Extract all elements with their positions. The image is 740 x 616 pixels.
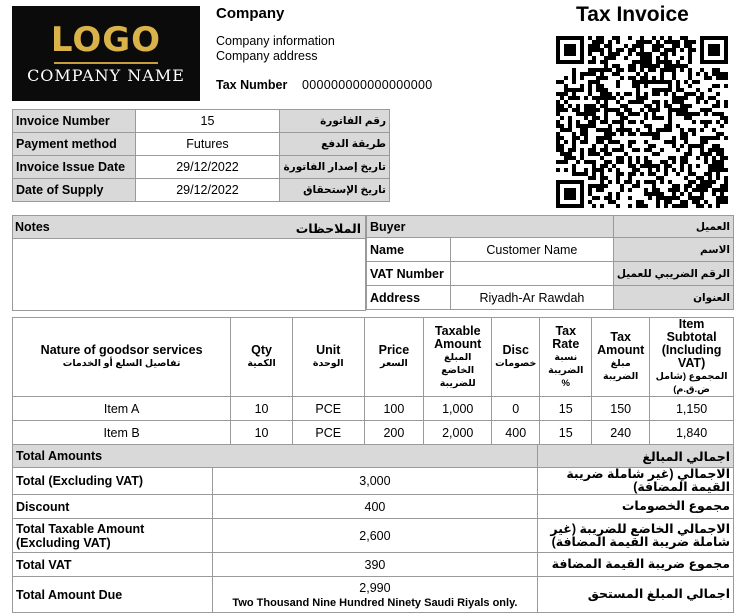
items-header-row [13, 318, 734, 397]
items-cell: Item A [13, 397, 231, 421]
invoice-info-rows [13, 110, 390, 202]
items-row [13, 397, 734, 421]
items-cell: 15 [540, 421, 592, 445]
totals-amount: 390 [364, 557, 386, 572]
column-header-en: Tax Rate [552, 323, 580, 351]
items-cell: 10 [231, 421, 293, 445]
items-cell: 200 [364, 421, 424, 445]
buyer-label-ar: العميل [613, 216, 733, 238]
totals-label-ar: اجمالي المبالغ [538, 445, 734, 468]
column-header-ar: مبلغ الضريبة [603, 358, 639, 382]
totals-label: Total VAT [13, 553, 213, 577]
totals-row [13, 519, 734, 553]
totals-value [212, 577, 538, 613]
buyer-row [367, 286, 734, 310]
items-column-header [13, 318, 231, 397]
totals-value [212, 495, 538, 519]
items-cell: 0 [492, 397, 540, 421]
column-header-ar: الكمية [247, 358, 276, 369]
invoice-info-row [13, 110, 390, 133]
column-header-en: Price [378, 343, 410, 357]
items-cell: Item B [13, 421, 231, 445]
items-rows [13, 397, 734, 445]
totals-row [13, 495, 734, 519]
items-cell: 100 [364, 397, 424, 421]
items-column-header [364, 318, 424, 397]
invoice-info-label-ar: رقم الفاتورة [280, 110, 390, 133]
invoice-info-table [12, 109, 390, 202]
items-cell: PCE [292, 397, 364, 421]
invoice-info-value: 29/12/2022 [135, 179, 280, 202]
totals-table [12, 444, 734, 613]
items-cell: 150 [592, 397, 650, 421]
column-header-ar: الوحدة [312, 358, 344, 369]
items-cell: 2,000 [424, 421, 492, 445]
buyer-row [367, 262, 734, 286]
tax-number-value: 000000000000000000 [302, 78, 433, 92]
totals-row [13, 577, 734, 613]
invoice-info-row [13, 133, 390, 156]
buyer-field-label-ar: الاسم [613, 238, 733, 262]
amount-in-words: Two Thousand Nine Hundred Ninety Saudi Riyals only. [232, 596, 518, 609]
totals-row [13, 468, 734, 495]
totals-amount: 2,600 [359, 528, 391, 543]
items-cell: 400 [492, 421, 540, 445]
buyer-table [366, 215, 734, 310]
column-header-en: Unit [316, 343, 341, 357]
column-header-en: Taxable Amount [434, 323, 482, 351]
column-header-en: Disc [502, 343, 529, 357]
buyer-field-value [450, 262, 613, 286]
company-logo [12, 6, 200, 101]
logo-text: LOGO [50, 20, 162, 60]
buyer-header [367, 216, 734, 238]
notes-section [12, 215, 366, 311]
totals-amount: 3,000 [359, 474, 391, 488]
totals-label: Discount [13, 495, 213, 519]
invoice-title: Tax Invoice [576, 3, 689, 26]
company-details [216, 34, 335, 64]
column-header-ar: نسبة الضريبة % [548, 351, 584, 389]
invoice-info-label: Date of Supply [13, 179, 136, 202]
invoice-info-row [13, 179, 390, 202]
totals-label: Total Amount Due [13, 577, 213, 613]
totals-value [212, 519, 538, 553]
qr-code-icon [556, 36, 728, 208]
buyer-field-value: Riyadh-Ar Rawdah [450, 286, 613, 310]
invoice-info-label-ar: تاريخ إصدار الفاتورة [280, 156, 390, 179]
tax-number-label: Tax Number [216, 78, 288, 92]
totals-rows [13, 468, 734, 613]
items-cell: 15 [540, 397, 592, 421]
items-column-header [540, 318, 592, 397]
totals-label-ar: الاجمالي الخاضع للضريبة (غير شاملة ضريبة القيمة المضافة) [538, 519, 734, 553]
column-header-en: Qty [251, 343, 272, 357]
logo-divider [54, 62, 158, 64]
invoice-info-label: Invoice Issue Date [13, 156, 136, 179]
totals-amount: 400 [364, 499, 386, 514]
items-cell: 1,150 [650, 397, 734, 421]
buyer-field-label: VAT Number [367, 262, 451, 286]
column-header-ar: خصومات [495, 358, 537, 369]
column-header-ar: المبلغ الخاضع للضريبة [439, 351, 476, 389]
company-info: Company information [216, 34, 335, 48]
items-column-header [492, 318, 540, 397]
column-header-en: Item Subtotal (Including VAT) [661, 317, 722, 370]
totals-label: Total Taxable Amount (Excluding VAT) [13, 519, 213, 553]
items-cell: PCE [292, 421, 364, 445]
totals-label-ar: مجموع ضريبة القيمة المضافة [538, 553, 734, 577]
totals-value [212, 553, 538, 577]
totals-amount: 2,990 [359, 580, 391, 595]
totals-label-ar: الاجمالي (غير شاملة ضريبة القيمة المضافة) [538, 468, 734, 495]
column-header-ar: المجموع (شامل ض.ق.م) [655, 371, 728, 395]
notes-label: Notes [15, 220, 50, 234]
totals-label-ar: اجمالي المبلغ المستحق [538, 577, 734, 613]
invoice-info-value: 15 [135, 110, 280, 133]
invoice-info-label: Payment method [13, 133, 136, 156]
invoice-info-label-ar: طريقة الدفع [280, 133, 390, 156]
invoice-info-label-ar: تاريخ الإستحقاق [280, 179, 390, 202]
company-name: Company [216, 5, 285, 22]
notes-label-ar: الملاحظات [295, 222, 361, 236]
column-header-en: Tax Amount [597, 330, 645, 357]
column-header-ar: تفاصيل السلع أو الخدمات [62, 358, 181, 369]
items-cell: 240 [592, 421, 650, 445]
totals-label: Total (Excluding VAT) [13, 468, 213, 495]
buyer-field-value: Customer Name [450, 238, 613, 262]
totals-header [13, 445, 734, 468]
notes-header [13, 216, 365, 239]
totals-label-ar: مجموع الخصومات [538, 495, 734, 519]
buyer-field-label-ar: الرقم الضريبي للعميل [613, 262, 733, 286]
items-row [13, 421, 734, 445]
items-column-header [650, 318, 734, 397]
buyer-field-label: Name [367, 238, 451, 262]
invoice-info-value: Futures [135, 133, 280, 156]
items-column-header [231, 318, 293, 397]
totals-row [13, 553, 734, 577]
invoice-info-label: Invoice Number [13, 110, 136, 133]
items-cell: 1,840 [650, 421, 734, 445]
totals-label: Total Amounts [13, 445, 538, 468]
column-header-ar: السعر [380, 358, 408, 369]
buyer-field-label: Address [367, 286, 451, 310]
column-header-en: Nature of goodsor services [40, 343, 203, 357]
buyer-row [367, 238, 734, 262]
items-column-header [424, 318, 492, 397]
items-table [12, 317, 734, 445]
invoice-info-row [13, 156, 390, 179]
items-column-header [292, 318, 364, 397]
items-column-header [592, 318, 650, 397]
logo-company-name: COMPANY NAME [27, 66, 185, 85]
buyer-label: Buyer [367, 216, 614, 238]
buyer-field-label-ar: العنوان [613, 286, 733, 310]
company-address: Company address [216, 49, 318, 63]
totals-value [212, 468, 538, 495]
invoice-info-value: 29/12/2022 [135, 156, 280, 179]
items-cell: 1,000 [424, 397, 492, 421]
buyer-rows [367, 238, 734, 310]
items-cell: 10 [231, 397, 293, 421]
